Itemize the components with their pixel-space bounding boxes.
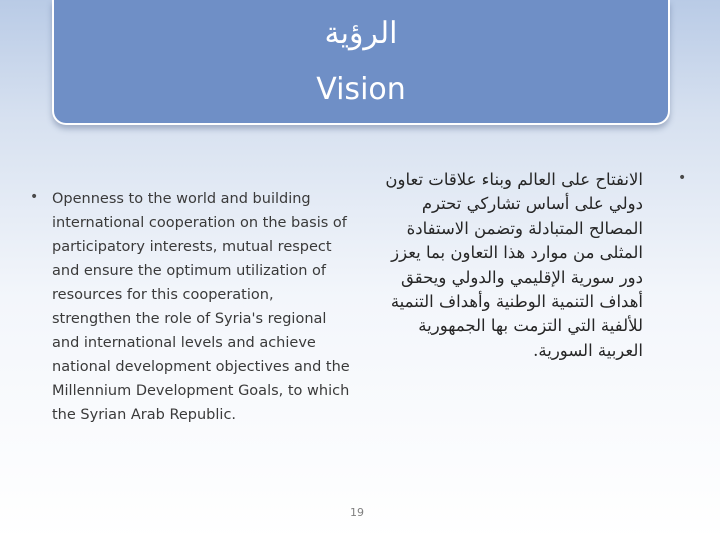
page-number: 19	[350, 506, 364, 519]
slide-title-box	[52, 0, 670, 125]
slide-title-arabic: الرؤية	[324, 16, 398, 51]
left-bullet-marker: •	[30, 189, 39, 205]
slide-title-english: Vision	[316, 72, 406, 107]
right-bullet-marker: •	[678, 170, 687, 186]
english-vision-paragraph: Openness to the world and building international cooperation on the basis of participatory interests, mutual respect and ensure the optimum utilization of resources for this cooperation, strengthen the role of Syria's regional and international levels and achieve national development objectives and the Millennium Development Goals, to which the Syrian Arab Republic.	[52, 191, 350, 423]
arabic-vision-paragraph: الانفتاح على العالم وبناء علاقات تعاون دولي على أساس تشاركي تحترم المصالح المتبادلة وتضمن الاستفادة المثلى من موارد هذا التعاون بما يعزز دور سورية الإقليمي والدولي ويحقق أهداف التنمية الوطنية وأهداف التنمية للألفية التي التزمت بها الجمهورية العربية السورية.	[385, 170, 643, 360]
